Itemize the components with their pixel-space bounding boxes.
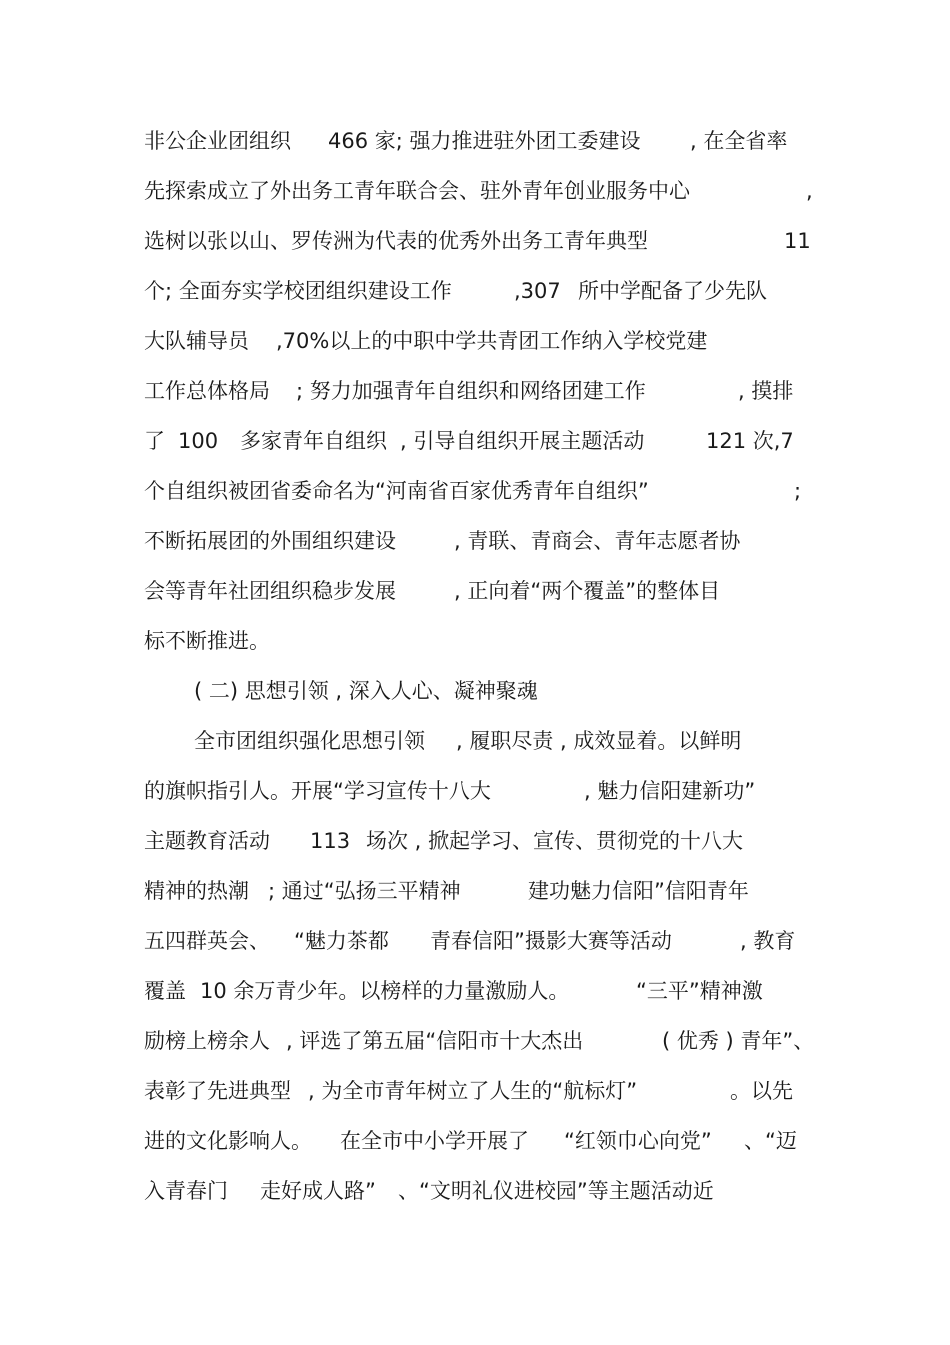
- text-segment: 。以先: [730, 1079, 793, 1103]
- text-segment: , 履职尽责 , 成效显着。以鲜明: [456, 729, 742, 753]
- body-line-21: [144, 1124, 840, 1158]
- text-segment: 多家青年自组织: [240, 429, 387, 453]
- body-line-14: [144, 774, 840, 808]
- text-segment: , 摸排: [738, 379, 794, 403]
- text-segment: 五四群英会、: [144, 929, 270, 953]
- text-segment: 10 余万青少年。以榜样的力量激励人。: [200, 979, 570, 1003]
- text-segment: 所中学配备了少先队: [578, 279, 767, 303]
- text-segment: 的旗帜指引人。开展“学习宣传十八大: [144, 779, 491, 803]
- text-segment: 场次 , 掀起学习、宣传、贯彻党的十八大: [366, 829, 744, 853]
- text-segment: “红领巾心向党”: [564, 1129, 712, 1153]
- text-segment: 个; 全面夯实学校团组织建设工作: [144, 279, 452, 303]
- text-segment: 、“文明礼仪进校园”等主题活动近: [398, 1179, 714, 1203]
- text-segment: ;: [794, 479, 802, 503]
- section-heading: [144, 674, 840, 708]
- text-segment: ,70%以上的中职中学共青团工作纳入学校党建: [276, 329, 708, 353]
- text-segment: 大队辅导员: [144, 329, 249, 353]
- text-segment: 励榜上榜余人: [144, 1029, 270, 1053]
- text-segment: 非公企业团组织: [144, 129, 291, 153]
- text-segment: 选树以张以山、罗传洲为代表的优秀外出务工青年典型: [144, 229, 648, 253]
- body-line-13: [144, 724, 840, 758]
- body-line-15: [144, 824, 840, 858]
- body-line-1: [144, 124, 840, 158]
- text-segment: 覆盖: [144, 979, 186, 1003]
- text-segment: 青春信阳”摄影大赛等活动: [430, 929, 672, 953]
- text-segment: 精神的热潮: [144, 879, 249, 903]
- text-segment: 了: [144, 429, 165, 453]
- text-segment: 表彰了先进典型: [144, 1079, 291, 1103]
- text-segment: ; 努力加强青年自组织和网络团建工作: [296, 379, 646, 403]
- text-segment: 标不断推进。: [144, 629, 270, 653]
- text-segment: , 正向着“两个覆盖”的整体目: [454, 579, 721, 603]
- text-segment: 进的文化影响人。: [144, 1129, 312, 1153]
- body-line-11: [144, 624, 840, 658]
- text-segment: , 为全市青年树立了人生的“航标灯”: [308, 1079, 638, 1103]
- body-line-3: [144, 224, 840, 258]
- text-segment: ( 二) 思想引领 , 深入人心、凝神聚魂: [194, 679, 538, 703]
- text-segment: 建功魅力信阳”信阳青年: [528, 879, 749, 903]
- body-line-18: [144, 974, 840, 1008]
- text-segment: 主题教育活动: [144, 829, 270, 853]
- text-segment: , 魅力信阳建新功”: [584, 779, 756, 803]
- text-segment: 在全市中小学开展了: [340, 1129, 529, 1153]
- text-segment: 113: [310, 829, 351, 853]
- text-segment: 11: [784, 229, 811, 253]
- text-segment: 个自组织被团省委命名为“河南省百家优秀青年自组织”: [144, 479, 649, 503]
- text-segment: 121 次,7: [706, 429, 794, 453]
- text-segment: 不断拓展团的外围组织建设: [144, 529, 396, 553]
- body-line-16: [144, 874, 840, 908]
- text-segment: “三平”精神激: [636, 979, 763, 1003]
- body-line-19: [144, 1024, 840, 1058]
- body-line-7: [144, 424, 840, 458]
- body-line-17: [144, 924, 840, 958]
- body-line-8: [144, 474, 840, 508]
- body-line-6: [144, 374, 840, 408]
- body-line-4: [144, 274, 840, 308]
- text-segment: , 教育: [740, 929, 796, 953]
- text-segment: 先探索成立了外出务工青年联合会、驻外青年创业服务中心: [144, 179, 690, 203]
- text-segment: 466 家; 强力推进驻外团工委建设: [328, 129, 641, 153]
- text-segment: , 引导自组织开展主题活动: [400, 429, 645, 453]
- text-segment: 走好成人路”: [260, 1179, 376, 1203]
- text-segment: ; 通过“弘扬三平精神: [268, 879, 461, 903]
- text-segment: , 评选了第五届“信阳市十大杰出: [286, 1029, 584, 1053]
- body-line-10: [144, 574, 840, 608]
- text-segment: ,: [806, 179, 813, 203]
- body-line-20: [144, 1074, 840, 1108]
- text-segment: 工作总体格局: [144, 379, 270, 403]
- text-segment: 100: [178, 429, 219, 453]
- text-segment: “魅力茶都: [294, 929, 389, 953]
- body-line-5: [144, 324, 840, 358]
- text-segment: 入青春门: [144, 1179, 228, 1203]
- text-segment: ( 优秀 ) 青年”、: [662, 1029, 815, 1053]
- text-segment: 全市团组织强化思想引领: [194, 729, 425, 753]
- text-segment: , 青联、青商会、青年志愿者协: [454, 529, 741, 553]
- text-segment: 、“迈: [744, 1129, 797, 1153]
- body-line-22: [144, 1174, 840, 1208]
- text-segment: ,307: [514, 279, 561, 303]
- body-line-9: [144, 524, 840, 558]
- text-segment: , 在全省率: [690, 129, 788, 153]
- text-segment: 会等青年社团组织稳步发展: [144, 579, 396, 603]
- body-line-2: [144, 174, 840, 208]
